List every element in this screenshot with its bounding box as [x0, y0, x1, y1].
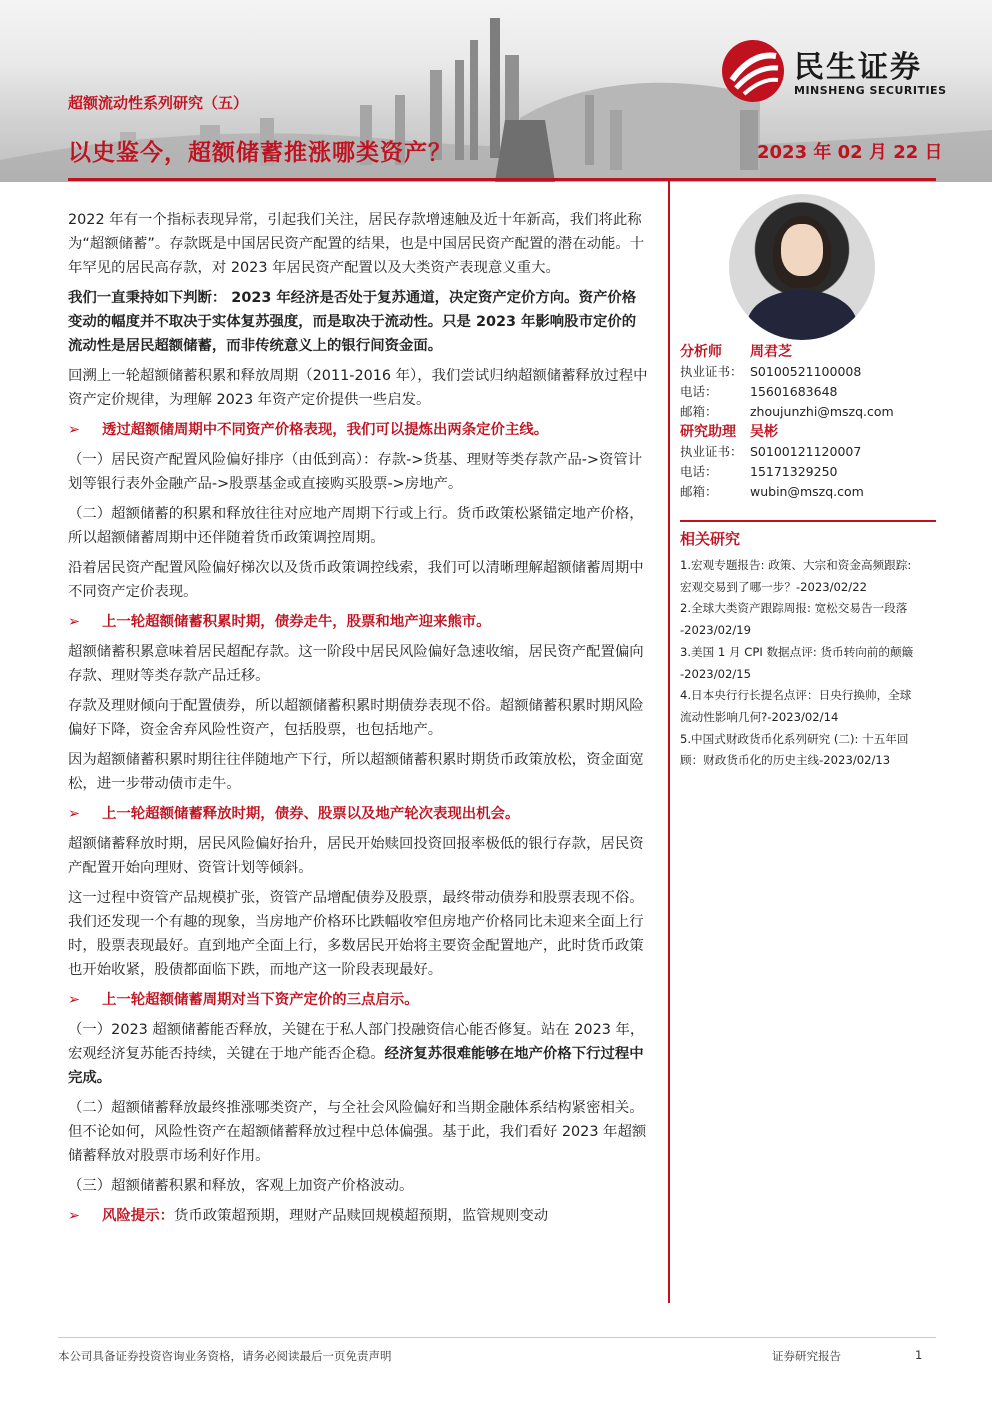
logo-mark-icon — [722, 40, 784, 102]
footer-doc-type: 证券研究报告 — [772, 1349, 841, 1363]
section-bullet: ➢ 上一轮超额储蓄释放时期，债券、股票以及地产轮次表现出机会。 — [68, 802, 648, 826]
report-date: 2023 年 02 月 22 日 — [757, 142, 943, 163]
series-title: 超额流动性系列研究（五） — [68, 94, 249, 112]
analyst-phone: 15601683648 — [750, 384, 838, 399]
related-item[interactable]: -2023/02/19 — [680, 623, 752, 638]
related-item[interactable]: -2023/02/15 — [680, 666, 752, 681]
arrow-icon: ➢ — [68, 614, 81, 630]
related-research-list — [680, 555, 936, 772]
arrow-icon: ➢ — [68, 992, 81, 1008]
section-bullet: ➢ 上一轮超额储蓄积累时期，债券走牛，股票和地产迎来熊市。 — [68, 610, 648, 634]
report-title: 以史鉴今，超额储蓄推涨哪类资产？ — [68, 140, 452, 166]
paragraph: 回溯上一轮超额储蓄积累和释放周期（2011-2016 年），我们尝试归纳超额储蓄释放过程中资产定价规律，为理解 2023 年资产定价提供一些启发。 — [68, 368, 648, 408]
paragraph: 超额储蓄积累意味着居民超配存款。这一阶段中居民风险偏好急速收缩，居民资产配置偏向存款、理财等类存款产品迁移。 — [68, 644, 644, 684]
section-bullet: ➢ 上一轮超额储蓄周期对当下资产定价的三点启示。 — [68, 988, 648, 1012]
paragraph: （三）超额储蓄积累和释放，客观上加资产价格波动。 — [68, 1178, 414, 1194]
paragraph: （二）超额储蓄的积累和释放往往对应地产周期下行或上行。货币政策松紧锚定地产价格，所以超额储蓄周期中还伴随着货币政策调控周期。 — [68, 506, 644, 546]
analyst-name: 周君芝 — [750, 344, 792, 360]
analyst-email[interactable]: zhoujunzhi@mszq.com — [750, 404, 894, 419]
paragraph: 超额储蓄释放时期，居民风险偏好抬升，居民开始赎回投资回报率极低的银行存款，居民资产配置开始向理财、资管计划等倾斜。 — [68, 836, 644, 876]
paragraph: 这一过程中资管产品规模扩张，资管产品增配债券及股票，最终带动债券和股票表现不俗。我们还发现一个有趣的现象，当房地产价格环比跌幅收窄但房地产价格同比未迎来全面上行时，股票表现最好。直到地产全面上行，多数居民开始将主要资金配置地产，此时货币政策也开始收紧，股债都面临下跌，而地产这一阶段表现最好。 — [68, 890, 644, 978]
arrow-icon: ➢ — [68, 1208, 81, 1224]
assistant-role: 研究助理 — [680, 424, 736, 440]
header-banner — [0, 0, 992, 182]
paragraph: 沿着居民资产配置风险偏好梯次以及货币政策调控线索，我们可以清晰理解超额储蓄周期中不同资产定价表现。 — [68, 560, 644, 600]
related-item[interactable]: 5.中国式财政货币化系列研究 (二): 十五年回 — [680, 731, 909, 746]
assistant-email[interactable]: wubin@mszq.com — [750, 484, 864, 499]
paragraph: （一）2023 超额储蓄能否释放，关键在于私人部门投融资信心能否修复。站在 2023 年，宏观经济复苏能否持续，关键在于地产能否企稳。经济复苏很难能够在地产价格下行过程中完成。 — [68, 1022, 645, 1086]
related-research-title: 相关研究 — [680, 530, 741, 548]
section-bullet: ➢ 透过超额储周期中不同资产价格表现，我们可以提炼出两条定价主线。 — [68, 418, 648, 442]
footer-disclaimer: 本公司具备证券投资咨询业务资格，请务必阅读最后一页免责声明 — [58, 1349, 392, 1363]
analyst-cert: S0100521100008 — [750, 364, 862, 379]
paragraph: 存款及理财倾向于配置债券，所以超额储蓄积累时期债券表现不俗。超额储蓄积累时期风险偏好下降，资金舍弃风险性资产，包括股票，也包括地产。 — [68, 698, 644, 738]
logo-text-en: MINSHENG SECURITIES — [794, 84, 947, 97]
related-item[interactable]: 顾：财政货币化的历史主线-2023/02/13 — [680, 753, 891, 768]
paragraph: 因为超额储蓄积累时期往往伴随地产下行，所以超额储蓄积累时期货币政策放松，资金面宽松，进一步带动债市走牛。 — [68, 752, 644, 792]
paragraph: （二）超额储蓄释放最终推涨哪类资产，与全社会风险偏好和当期金融体系结构紧密相关。但不论如何，风险性资产在超额储蓄释放过程中总体偏强。基于此，我们看好 2023 年超额储蓄释放对股票市场利好作用。 — [68, 1100, 647, 1164]
assistant-phone: 15171329250 — [750, 464, 838, 479]
logo-text-cn: 民生证券 — [794, 50, 922, 85]
arrow-icon: ➢ — [68, 806, 81, 822]
paragraph: （一）居民资产配置风险偏好排序（由低到高）：存款->货基、理财等类存款产品->资管计划等银行表外金融产品->股票基金或直接购买股票->房地产。 — [68, 452, 643, 492]
related-item[interactable]: 1.宏观专题报告: 政策、大宗和资金高频跟踪: — [680, 558, 912, 572]
assistant-name: 吴彬 — [750, 424, 778, 440]
related-item[interactable]: 宏观交易到了哪一步？-2023/02/22 — [680, 579, 867, 594]
key-judgement: 我们一直秉持如下判断： 2023 年经济是否处于复苏通道，决定资产定价方向。资产价格变动的幅度并不取决于实体复苏强度，而是取决于流动性。只是 2023 年影响股市定价的流动性是居民超额储蓄，而非传统意义上的银行间资金面。 — [68, 290, 637, 354]
assistant-cert: S0100121120007 — [750, 444, 862, 459]
footer-rule — [58, 1337, 936, 1338]
related-item[interactable]: 2.全球大类资产跟踪周报: 宽松交易告一段落 — [680, 601, 908, 616]
page-number: 1 — [915, 1348, 923, 1362]
related-item[interactable]: 4.日本央行行长提名点评：日央行换帅，全球 — [680, 688, 912, 703]
analyst-role: 分析师 — [680, 344, 722, 360]
main-body — [68, 208, 648, 1234]
paragraph: 2022 年有一个指标表现异常，引起我们关注，居民存款增速触及近十年新高，我们将此称为“超额储蓄”。存款既是中国居民资产配置的结果，也是中国居民资产配置的潜在动能。十年罕见的居民高存款，对 2023 年居民资产配置以及大类资产表现意义重大。 — [68, 212, 645, 276]
header-rule — [68, 178, 936, 181]
related-item[interactable]: 流动性影响几何?-2023/02/14 — [680, 709, 839, 724]
analyst-photo — [729, 194, 875, 340]
analyst-info: 分析师 周君芝 执业证书： S0100521100008 电话： 15601683648 邮箱： zhoujunzhi@mszq.com 研究助理 吴彬 执业证书： S0100121120007 电话： 15171329250 邮箱： wubin@mszq.com — [680, 342, 936, 502]
arrow-icon: ➢ — [68, 422, 81, 438]
column-divider — [668, 181, 670, 1303]
related-item[interactable]: 3.美国 1 月 CPI 数据点评: 货币转向前的颠簸 — [680, 644, 914, 659]
company-logo — [722, 40, 962, 104]
sidebar-rule — [680, 520, 936, 522]
risk-warning: ➢ 风险提示：货币政策超预期，理财产品赎回规模超预期，监管规则变动 — [68, 1204, 648, 1228]
